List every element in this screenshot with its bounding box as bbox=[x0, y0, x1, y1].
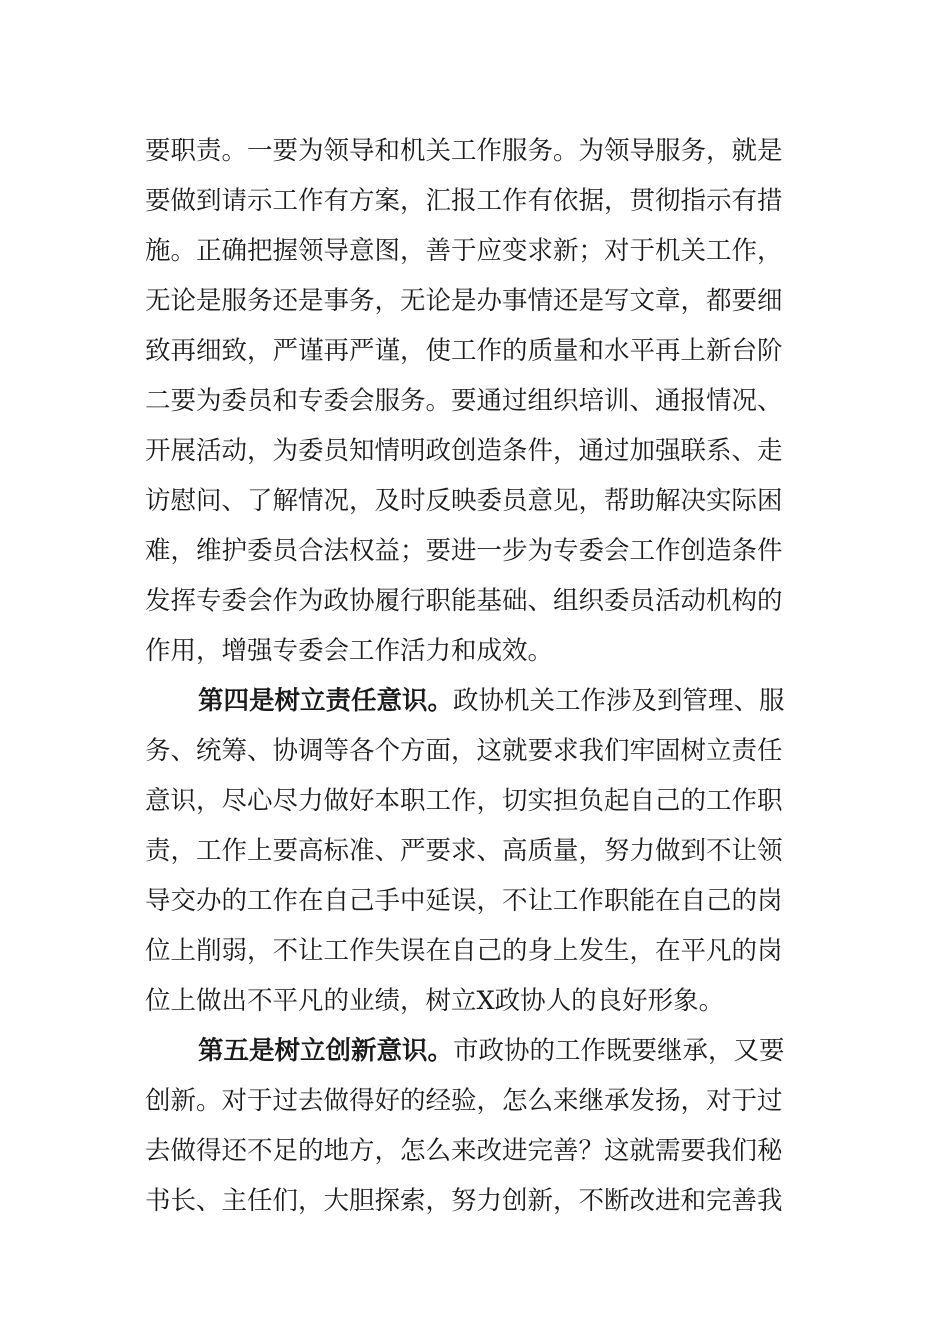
paragraph-continued bbox=[145, 126, 810, 676]
body-text bbox=[145, 126, 810, 1226]
paragraph-first-line bbox=[145, 676, 810, 726]
paragraph-heading: 第五是树立创新意识。 bbox=[198, 1036, 454, 1066]
paragraph-responsibility bbox=[145, 676, 810, 1026]
text-line: 无论是服务还是事务，无论是办事情还是写文章，都要细 bbox=[145, 286, 783, 316]
text-line: 位上削弱，不让工作失误在自己的身上发生，在平凡的岗 bbox=[145, 936, 783, 966]
text-line: 务、统筹、协调等各个方面，这就要求我们牢固树立责任 bbox=[145, 736, 783, 766]
text-line: 要做到请示工作有方案，汇报工作有依据，贯彻指示有措 bbox=[145, 186, 783, 216]
paragraph-innovation bbox=[145, 1026, 810, 1226]
text-line: 要职责。一要为领导和机关工作服务。为领导服务，就是 bbox=[145, 136, 783, 166]
text-line: 访慰问、了解情况，及时反映委员意见，帮助解决实际困 bbox=[145, 486, 783, 516]
paragraph-heading: 第四是树立责任意识。 bbox=[198, 686, 454, 716]
text-line: 二要为委员和专委会服务。要通过组织培训、通报情况、 bbox=[145, 386, 783, 416]
text-line: 去做得还不足的地方，怎么来改进完善？这就需要我们秘 bbox=[145, 1136, 783, 1166]
text-line: 位上做出不平凡的业绩，树立X政协人的良好形象。 bbox=[145, 986, 725, 1016]
text-line: 责，工作上要高标准、严要求、高质量，努力做到不让领 bbox=[145, 836, 783, 866]
paragraph-first-line bbox=[145, 1026, 810, 1076]
text-line: 发挥专委会作为政协履行职能基础、组织委员活动机构的 bbox=[145, 586, 783, 616]
text-line: 创新。对于过去做得好的经验，怎么来继承发扬，对于过 bbox=[145, 1086, 783, 1116]
text-line: 导交办的工作在自己手中延误，不让工作职能在自己的岗 bbox=[145, 886, 783, 916]
text-line: 开展活动，为委员知情明政创造条件，通过加强联系、走 bbox=[145, 436, 783, 466]
text-line: 意识，尽心尽力做好本职工作，切实担负起自己的工作职 bbox=[145, 786, 783, 816]
text-span: 政协机关工作涉及到管理、服 bbox=[453, 686, 785, 716]
text-line: 致再细致，严谨再严谨，使工作的质量和水平再上新台阶 bbox=[145, 336, 783, 366]
text-span: 市政协的工作既要继承，又要 bbox=[453, 1036, 785, 1066]
text-line: 书长、主任们，大胆探索，努力创新，不断改进和完善我 bbox=[145, 1186, 783, 1216]
text-line: 难，维护委员合法权益；要进一步为专委会工作创造条件 bbox=[145, 536, 783, 566]
text-line: 施。正确把握领导意图，善于应变求新；对于机关工作， bbox=[145, 236, 783, 266]
text-line: 作用，增强专委会工作活力和成效。 bbox=[145, 636, 554, 666]
